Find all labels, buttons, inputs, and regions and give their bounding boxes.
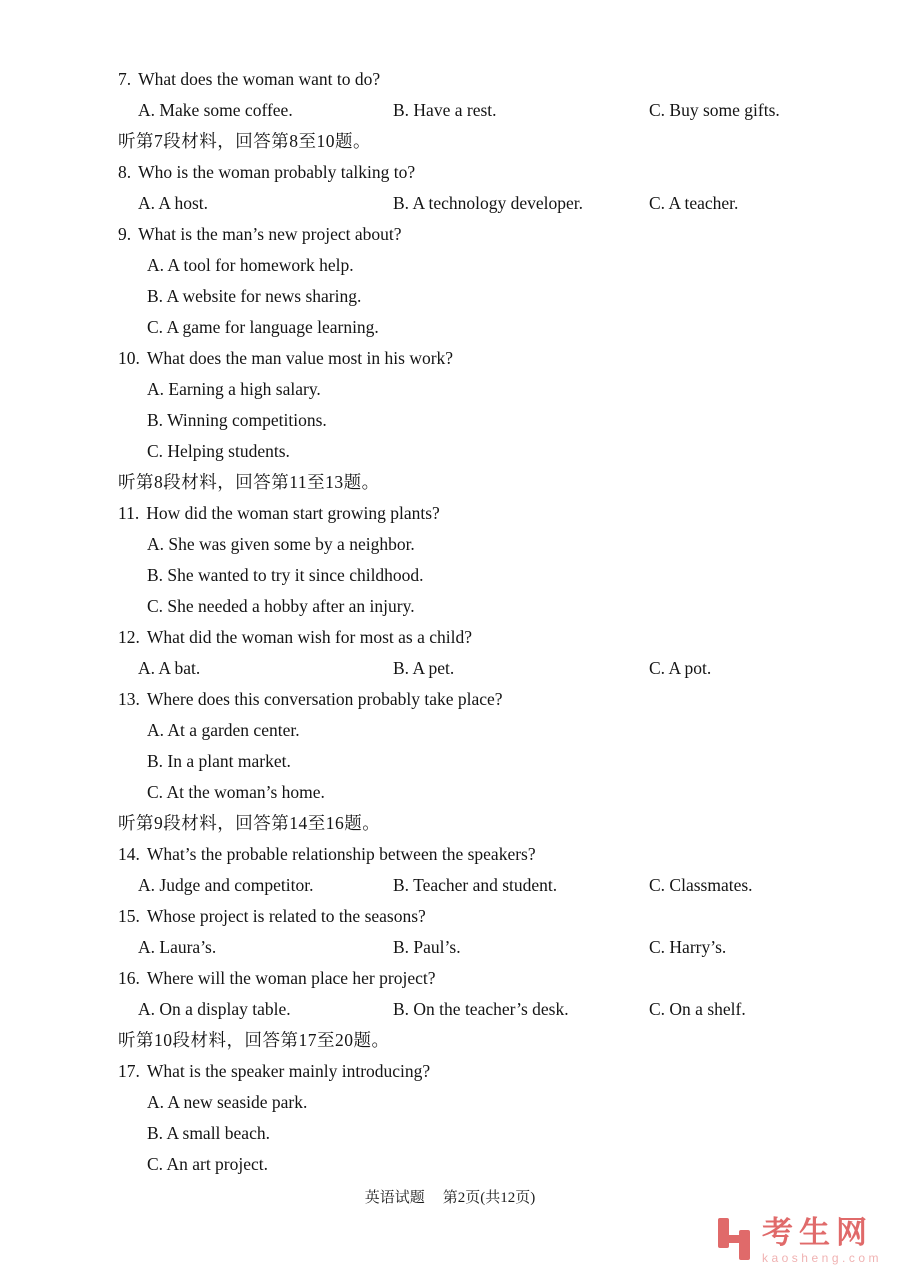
question-number: 16.: [118, 968, 140, 988]
question-line: [118, 684, 860, 715]
question-text: Who is the woman probably talking to?: [138, 162, 416, 182]
section-heading: 听第10段材料，回答第17至20题。: [118, 1030, 390, 1050]
question-number: 7.: [118, 69, 132, 89]
page-footer: [0, 1186, 900, 1207]
option: B. In a plant market.: [147, 751, 291, 771]
option: A. A host.: [138, 193, 209, 213]
section-heading: 听第8段材料，回答第11至13题。: [118, 472, 380, 492]
options-row: [118, 188, 860, 219]
section-heading: 听第7段材料，回答第8至10题。: [118, 131, 371, 151]
section-heading: 听第9段材料，回答第14至16题。: [118, 813, 381, 833]
option: A. On a display table.: [138, 999, 291, 1019]
options-row: [118, 870, 860, 901]
option: C. An art project.: [147, 1154, 269, 1174]
kaosheng-watermark: [714, 1216, 882, 1265]
question-text: Where will the woman place her project?: [146, 968, 436, 988]
option: A. A tool for homework help.: [147, 255, 354, 275]
question-number: 17.: [118, 1061, 140, 1081]
option: A. At a garden center.: [147, 720, 300, 740]
option: B. A technology developer.: [393, 193, 584, 213]
question-number: 11.: [118, 503, 140, 523]
question-text: Whose project is related to the seasons?: [146, 906, 426, 926]
option: C. She needed a hobby after an injury.: [147, 596, 415, 616]
option: C. On a shelf.: [649, 999, 746, 1019]
question-line: [118, 839, 860, 870]
option: C. Buy some gifts.: [649, 100, 780, 120]
option: C. Helping students.: [147, 441, 290, 461]
question-line: [118, 498, 860, 529]
question-number: 10.: [118, 348, 140, 368]
question-line: [118, 157, 860, 188]
options-row: [118, 95, 860, 126]
options-row: [118, 653, 860, 684]
option: A. Laura’s.: [138, 937, 217, 957]
question-text: What does the man value most in his work?: [146, 348, 454, 368]
question-line: [118, 64, 860, 95]
option: C. A game for language learning.: [147, 317, 379, 337]
option: A. Make some coffee.: [138, 100, 293, 120]
question-text: Where does this conversation probably take place?: [146, 689, 503, 709]
option: B. Teacher and student.: [393, 875, 558, 895]
question-line: [118, 219, 860, 250]
option: A. Judge and competitor.: [138, 875, 314, 895]
option: B. A pet.: [393, 658, 455, 678]
question-text: What does the woman want to do?: [138, 69, 381, 89]
question-text: What is the man’s new project about?: [138, 224, 402, 244]
option: C. A teacher.: [649, 193, 739, 213]
watermark-domain: kaosheng.com: [761, 1251, 882, 1265]
question-number: 9.: [118, 224, 132, 244]
option: B. Paul’s.: [393, 937, 461, 957]
question-line: [118, 343, 860, 374]
question-line: [118, 622, 860, 653]
question-text: What’s the probable relationship between the speakers?: [146, 844, 536, 864]
option: B. A website for news sharing.: [147, 286, 362, 306]
footer-page-info: 第2页(共12页): [442, 1190, 536, 1206]
option: A. Earning a high salary.: [147, 379, 321, 399]
option: C. A pot.: [649, 658, 712, 678]
option: B. Winning competitions.: [147, 410, 327, 430]
option: C. Harry’s.: [649, 937, 727, 957]
options-row: [118, 994, 860, 1025]
option: C. Classmates.: [649, 875, 753, 895]
question-number: 13.: [118, 689, 140, 709]
question-line: [118, 901, 860, 932]
question-text: What did the woman wish for most as a child?: [146, 627, 473, 647]
question-number: 14.: [118, 844, 140, 864]
footer-paper-title: 英语试题: [364, 1190, 425, 1206]
option: A. She was given some by a neighbor.: [147, 534, 415, 554]
question-number: 8.: [118, 162, 132, 182]
question-line: [118, 1056, 860, 1087]
kaosheng-logo-icon: [714, 1216, 754, 1262]
question-list: [118, 64, 860, 1180]
option: A. A new seaside park.: [147, 1092, 308, 1112]
watermark-text-column: [762, 1216, 882, 1265]
option: B. A small beach.: [147, 1123, 270, 1143]
question-number: 15.: [118, 906, 140, 926]
option: B. Have a rest.: [393, 100, 497, 120]
watermark-brand: 考生网: [761, 1215, 873, 1250]
question-text: How did the woman start growing plants?: [146, 503, 440, 523]
options-row: [118, 932, 860, 963]
option: C. At the woman’s home.: [147, 782, 325, 802]
option: B. On the teacher’s desk.: [393, 999, 569, 1019]
question-number: 12.: [118, 627, 140, 647]
option: B. She wanted to try it since childhood.: [147, 565, 424, 585]
option: A. A bat.: [138, 658, 201, 678]
question-text: What is the speaker mainly introducing?: [146, 1061, 431, 1081]
question-line: [118, 963, 860, 994]
